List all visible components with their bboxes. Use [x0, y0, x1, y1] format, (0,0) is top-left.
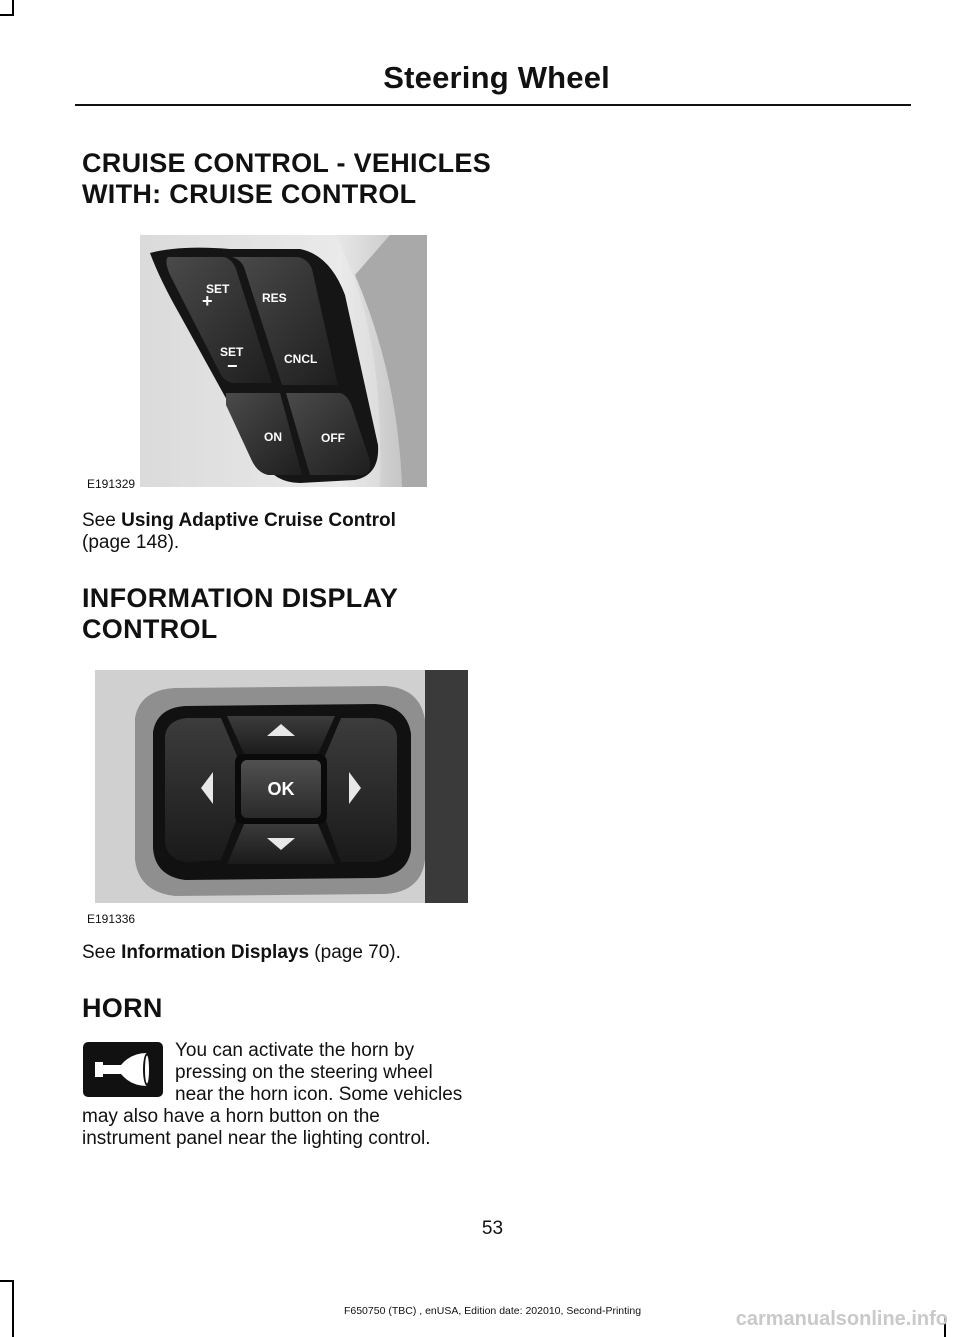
section-heading-cruise-2: WITH: CRUISE CONTROL — [82, 179, 417, 209]
cruise-see-link[interactable]: Using Adaptive Cruise Control — [121, 510, 396, 531]
on-label[interactable]: ON — [264, 430, 282, 444]
watermark: carmanualsonline.info — [735, 1308, 948, 1330]
section-heading-horn: HORN — [82, 993, 163, 1023]
set-minus-label[interactable]: SET — [220, 345, 244, 359]
figure-code: E191336 — [87, 912, 136, 926]
page-footer: F650750 (TBC) , enUSA, Edition date: 202010, Second-Printing — [343, 1305, 642, 1317]
set-plus-label[interactable]: SET — [206, 282, 230, 296]
horn-description: You can activate the horn by pressing on the steering wheel near the horn icon. Some vehicles may also have a horn button on the instrument panel near the lighting control. — [82, 1040, 463, 1149]
cruise-see-reference: See Using Adaptive Cruise Control (page 148). — [82, 510, 396, 553]
crop-mark — [0, 1280, 14, 1282]
header-rule — [75, 104, 911, 106]
crop-mark — [0, 14, 14, 16]
section-heading-cruise-1: CRUISE CONTROL - VEHICLES — [82, 148, 492, 178]
section-heading-info-1: INFORMATION DISPLAY — [82, 583, 399, 613]
off-label[interactable]: OFF — [321, 431, 345, 445]
info-display-illustration — [95, 670, 468, 903]
cncl-label[interactable]: CNCL — [284, 352, 318, 366]
ok-label[interactable]: OK — [267, 779, 295, 799]
page-header-title: Steering Wheel — [383, 60, 610, 95]
minus-glyph: − — [227, 356, 238, 376]
crop-mark — [12, 0, 14, 14]
info-display-control-figure — [95, 670, 468, 903]
res-label[interactable]: RES — [262, 291, 287, 305]
section-heading-info-2: CONTROL — [82, 614, 218, 644]
plus-glyph: + — [202, 291, 213, 311]
info-see-link[interactable]: Information Displays — [121, 942, 310, 963]
cruise-control-illustration — [140, 235, 427, 487]
page-number: 53 — [481, 1218, 504, 1239]
info-see-reference: See Information Displays (page 70). — [82, 942, 401, 963]
cruise-control-figure — [140, 235, 427, 487]
figure-code: E191329 — [87, 477, 136, 491]
